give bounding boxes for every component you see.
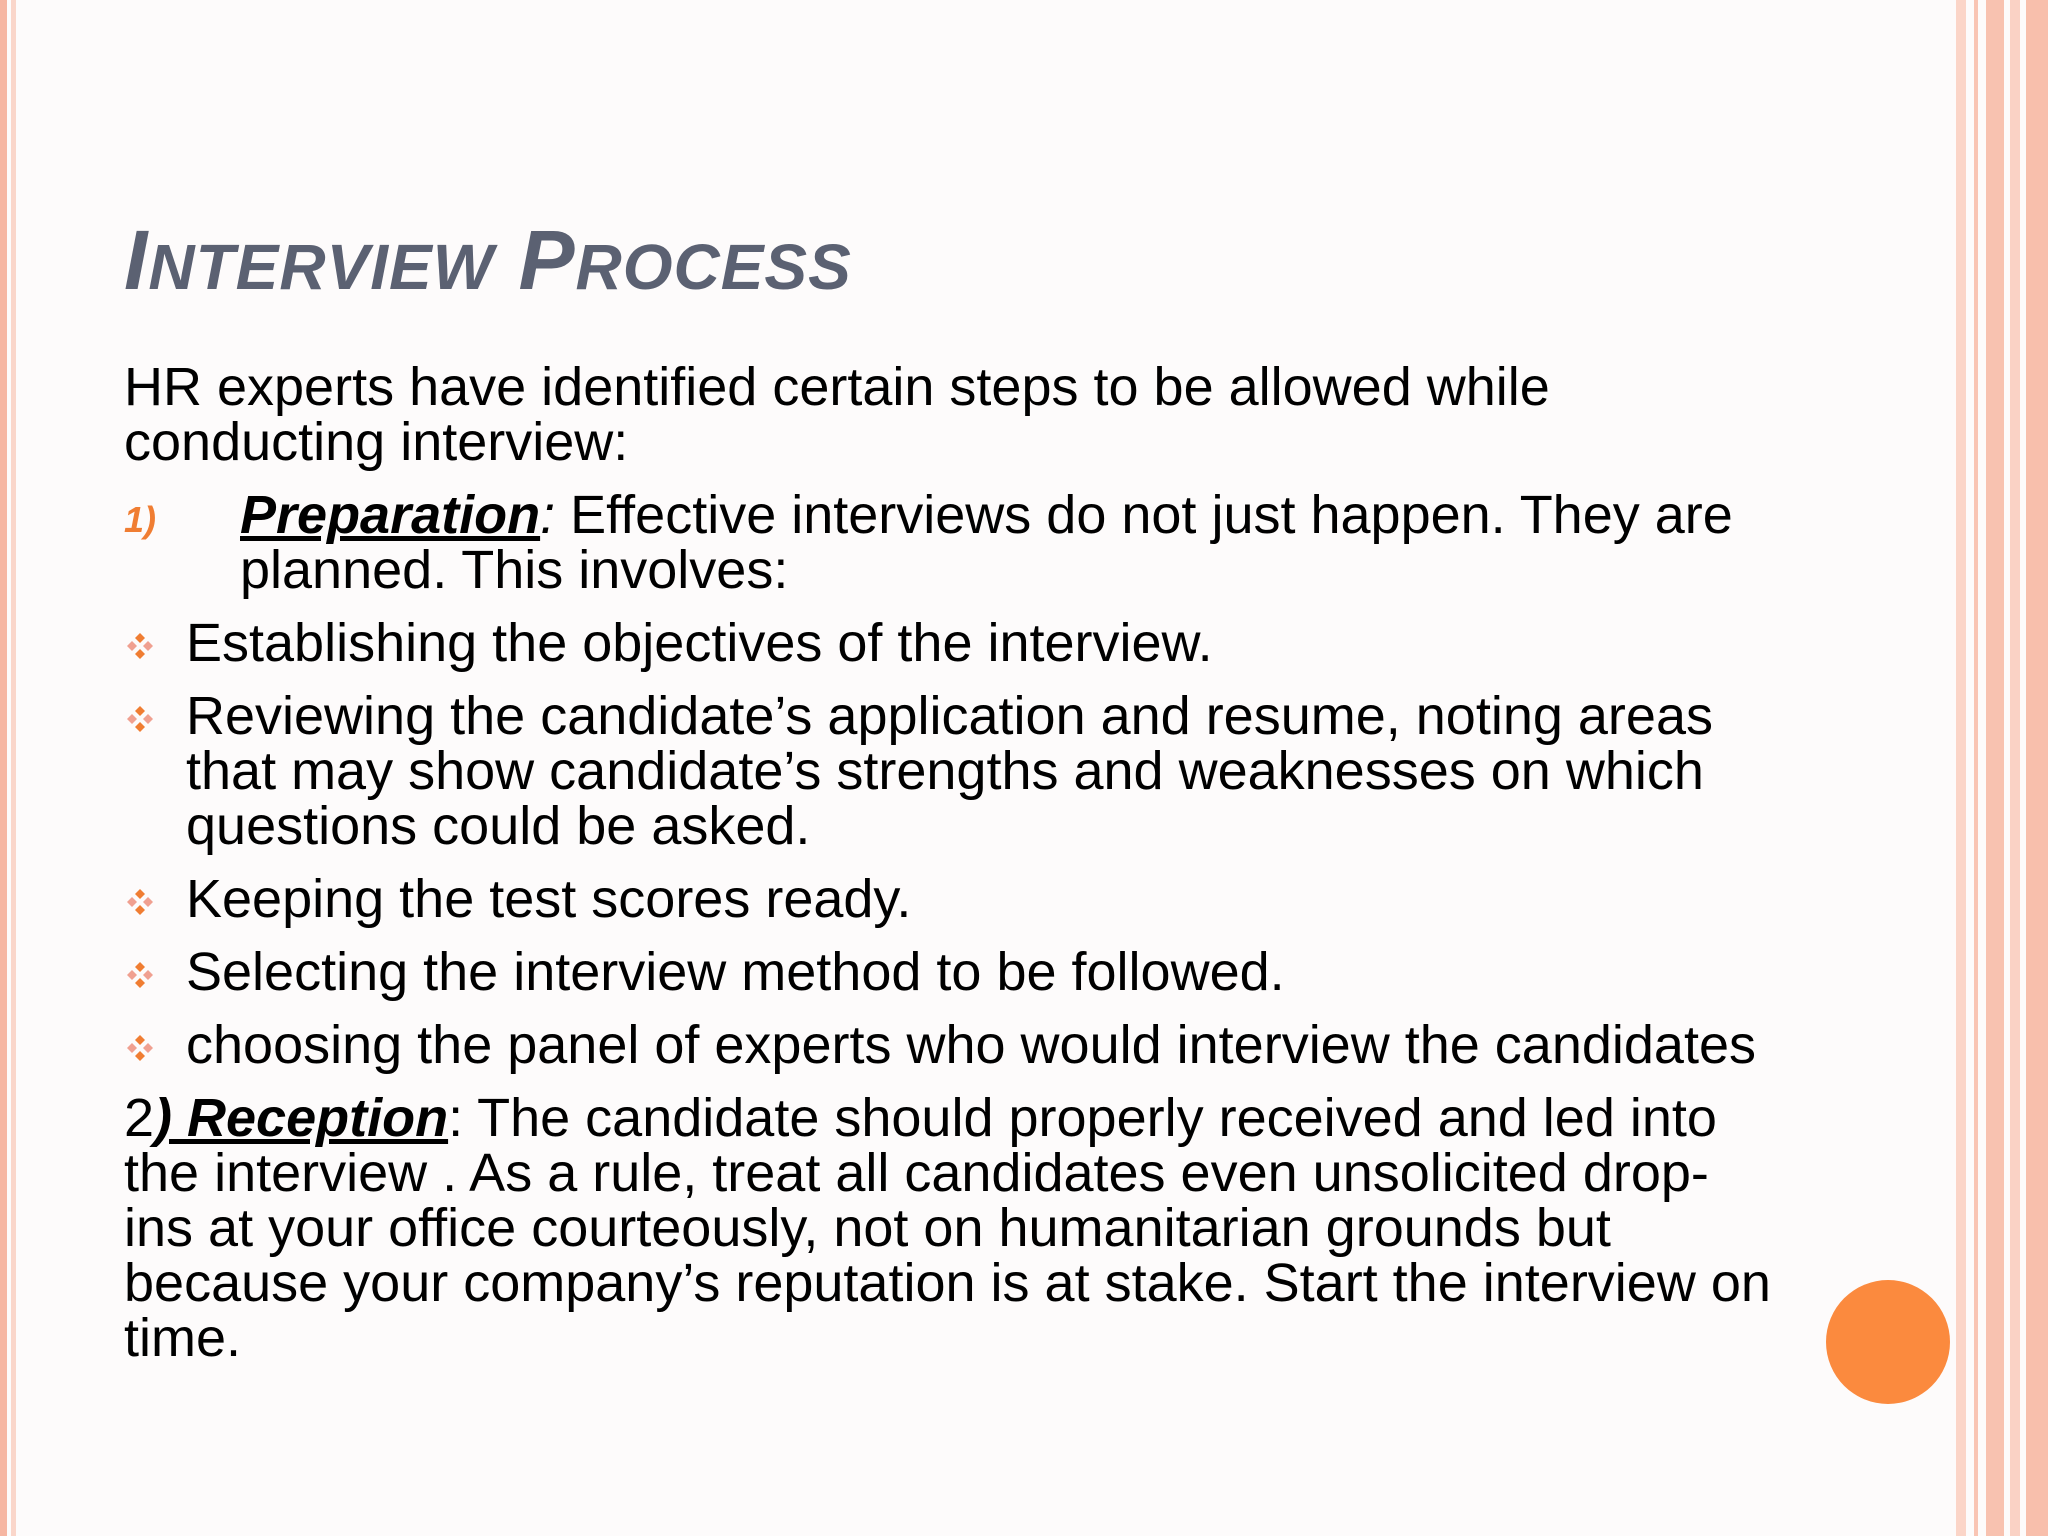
right-border-band xyxy=(1974,0,1978,1536)
slide-body xyxy=(124,357,1774,1384)
title-cap: I xyxy=(124,213,149,307)
bullet-text: Establishing the objectives of the interview. xyxy=(186,613,1213,673)
four-diamond-bullet-icon xyxy=(126,632,154,660)
bullet-text: Selecting the interview method to be followed. xyxy=(186,942,1285,1002)
step-number: 2 xyxy=(124,1088,155,1148)
right-border-band xyxy=(1986,0,2004,1536)
bullet-item xyxy=(124,942,1774,1002)
orange-circle-decoration xyxy=(1826,1280,1950,1404)
step-heading: ) Reception xyxy=(154,1088,449,1148)
title-rest: NTERVIEW xyxy=(148,231,495,303)
title-cap: P xyxy=(518,213,576,307)
four-diamond-bullet-icon xyxy=(126,705,154,733)
bullet-item xyxy=(124,613,1774,673)
right-border-band xyxy=(1956,0,1966,1536)
bullet-item xyxy=(124,869,1774,929)
slide-title xyxy=(124,212,852,309)
step-colon: : xyxy=(540,485,556,545)
left-border-band xyxy=(0,0,7,1536)
step-number: 1) xyxy=(124,499,157,540)
right-border-band xyxy=(2026,0,2048,1536)
step-text: Effective interviews do not just happen. They are planned. This involves: xyxy=(240,485,1733,600)
bullet-item xyxy=(124,686,1774,856)
step-preparation xyxy=(124,485,1774,600)
bullet-item xyxy=(124,1015,1774,1075)
four-diamond-bullet-icon xyxy=(126,961,154,989)
bullet-text: Keeping the test scores ready. xyxy=(186,869,912,929)
step-text: : The candidate should properly received and led into the interview . As a rule, treat all candidates even unsolicited drop-ins at your office courteously, not on humanitarian grounds but because your company’s reputation is at stake. Start the interview on time. xyxy=(124,1088,1771,1368)
left-border-band-inner xyxy=(11,0,16,1536)
title-rest: ROCESS xyxy=(575,231,852,303)
four-diamond-bullet-icon xyxy=(126,888,154,916)
bullet-text: Reviewing the candidate’s application and resume, noting areas that may show candidate’s strengths and weaknesses on which questions could be asked. xyxy=(186,686,1713,856)
four-diamond-bullet-icon xyxy=(126,1034,154,1062)
right-border-band xyxy=(2010,0,2020,1536)
step-reception xyxy=(124,1088,1774,1368)
intro-paragraph: HR experts have identified certain steps to be allowed while conducting interview: xyxy=(124,357,1550,472)
bullet-text: choosing the panel of experts who would interview the candidates xyxy=(186,1015,1756,1075)
step-heading: Preparation xyxy=(240,485,541,545)
